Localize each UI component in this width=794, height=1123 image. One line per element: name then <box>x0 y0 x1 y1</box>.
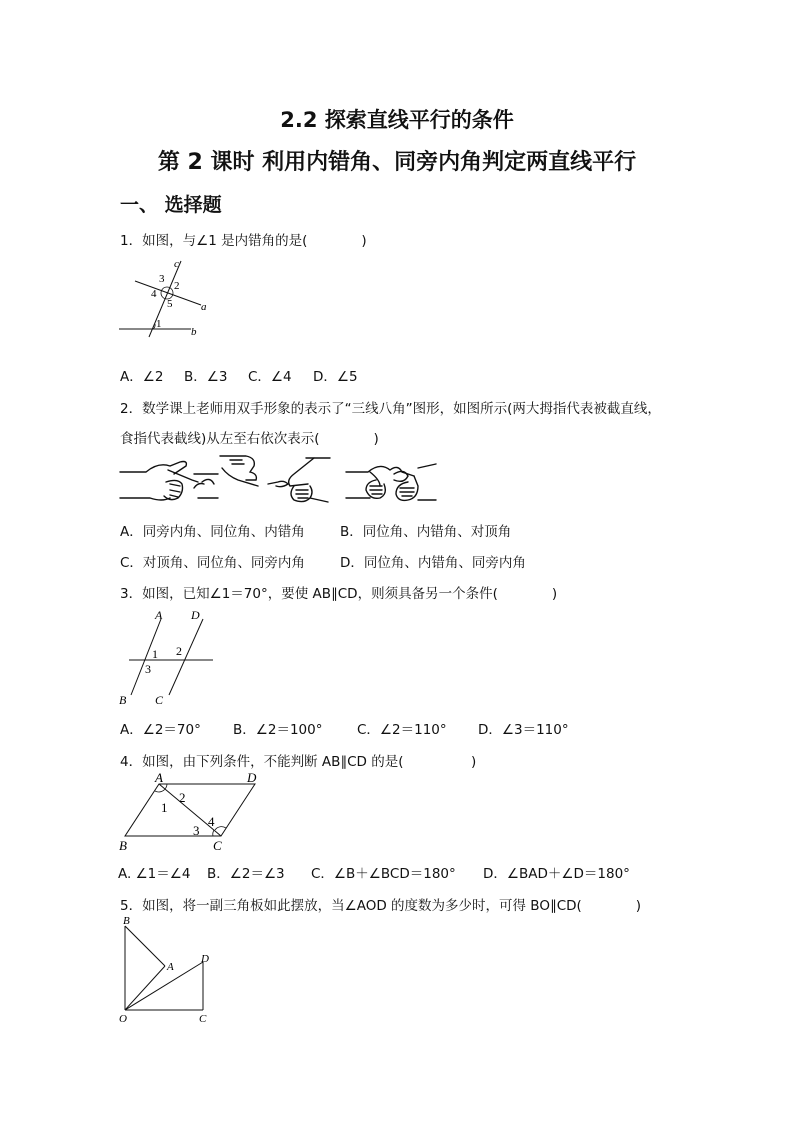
q4-label-2: 2 <box>179 790 186 805</box>
q3-label-B: B <box>119 693 127 707</box>
q1-label-1: 1 <box>156 318 162 330</box>
q3-label-D: D <box>191 608 200 622</box>
q3-option-a: A．∠2＝70° <box>120 722 201 738</box>
q5-figure <box>115 912 220 1027</box>
q4-label-D: D <box>247 770 257 785</box>
q1-label-c: c <box>174 258 179 270</box>
q3-label-1: 1 <box>152 647 158 661</box>
q2-hands-figure <box>118 452 438 510</box>
q4-option-a: A. ∠1＝∠4 <box>118 866 191 882</box>
q5-label-A: A <box>167 961 174 973</box>
q1-option-a: A．∠2 <box>120 369 164 385</box>
q4-label-A: A <box>155 770 163 785</box>
page-title: 2.2 探索直线平行的条件 <box>280 108 514 132</box>
q1-option-b: B．∠3 <box>184 369 228 385</box>
q1-stem: 1．如图，与∠1 是内错角的是( ) <box>120 233 367 249</box>
q3-label-3: 3 <box>145 662 151 676</box>
q4-label-C: C <box>213 838 222 853</box>
q1-option-c: C．∠4 <box>248 369 292 385</box>
q5-label-O: O <box>119 1013 127 1025</box>
q1-label-4: 4 <box>151 288 157 300</box>
q3-label-2: 2 <box>176 644 182 658</box>
q4-label-4: 4 <box>208 814 215 829</box>
section-heading: 一、 选择题 <box>120 194 222 216</box>
q4-option-c: C．∠B＋∠BCD＝180° <box>311 866 456 882</box>
q3-stem: 3．如图，已知∠1＝70°，要使 AB∥CD，则须具备另一个条件( ) <box>120 586 558 602</box>
q1-figure <box>115 255 215 345</box>
q3-option-b: B．∠2＝100° <box>233 722 323 738</box>
q5-label-D: D <box>201 953 209 965</box>
q4-option-d: D．∠BAD＋∠D＝180° <box>483 866 630 882</box>
q3-option-d: D．∠3＝110° <box>478 722 569 738</box>
q2-stem-line2: 食指代表截线)从左至右依次表示( ) <box>120 431 379 447</box>
q4-label-3: 3 <box>193 823 200 838</box>
q1-label-3: 3 <box>159 273 165 285</box>
q3-option-c: C．∠2＝110° <box>357 722 447 738</box>
q5-stem: 5．如图，将一副三角板如此摆放，当∠AOD 的度数为多少时，可得 BO∥CD( ) <box>120 898 642 914</box>
q5-label-B: B <box>123 915 130 927</box>
q1-label-5: 5 <box>167 298 173 310</box>
q2-option-d: D．同位角、内错角、同旁内角 <box>340 555 526 571</box>
q4-option-b: B．∠2＝∠3 <box>207 866 285 882</box>
q5-label-C: C <box>199 1013 207 1025</box>
q1-option-d: D．∠5 <box>313 369 358 385</box>
q2-option-a: A．同旁内角、同位角、内错角 <box>120 524 305 540</box>
q3-figure <box>115 605 225 707</box>
q3-label-C: C <box>155 693 164 707</box>
q2-option-c: C．对顶角、同位角、同旁内角 <box>120 555 305 571</box>
q2-option-b: B．同位角、内错角、对顶角 <box>340 524 512 540</box>
q1-label-a: a <box>201 301 207 313</box>
q4-stem: 4．如图，由下列条件，不能判断 AB∥CD 的是( ) <box>120 754 477 770</box>
q4-label-1: 1 <box>161 800 168 815</box>
q1-label-b: b <box>191 326 197 338</box>
q2-stem-line1: 2．数学课上老师用双手形象的表示了“三线八角”图形，如图所示(两大拇指代表被截直线， <box>120 401 661 417</box>
q3-label-A: A <box>155 608 163 622</box>
q1-label-2: 2 <box>174 280 180 292</box>
q4-figure <box>115 770 265 856</box>
page-subtitle: 第 2 课时 利用内错角、同旁内角判定两直线平行 <box>157 150 637 175</box>
q4-label-B: B <box>119 838 127 853</box>
